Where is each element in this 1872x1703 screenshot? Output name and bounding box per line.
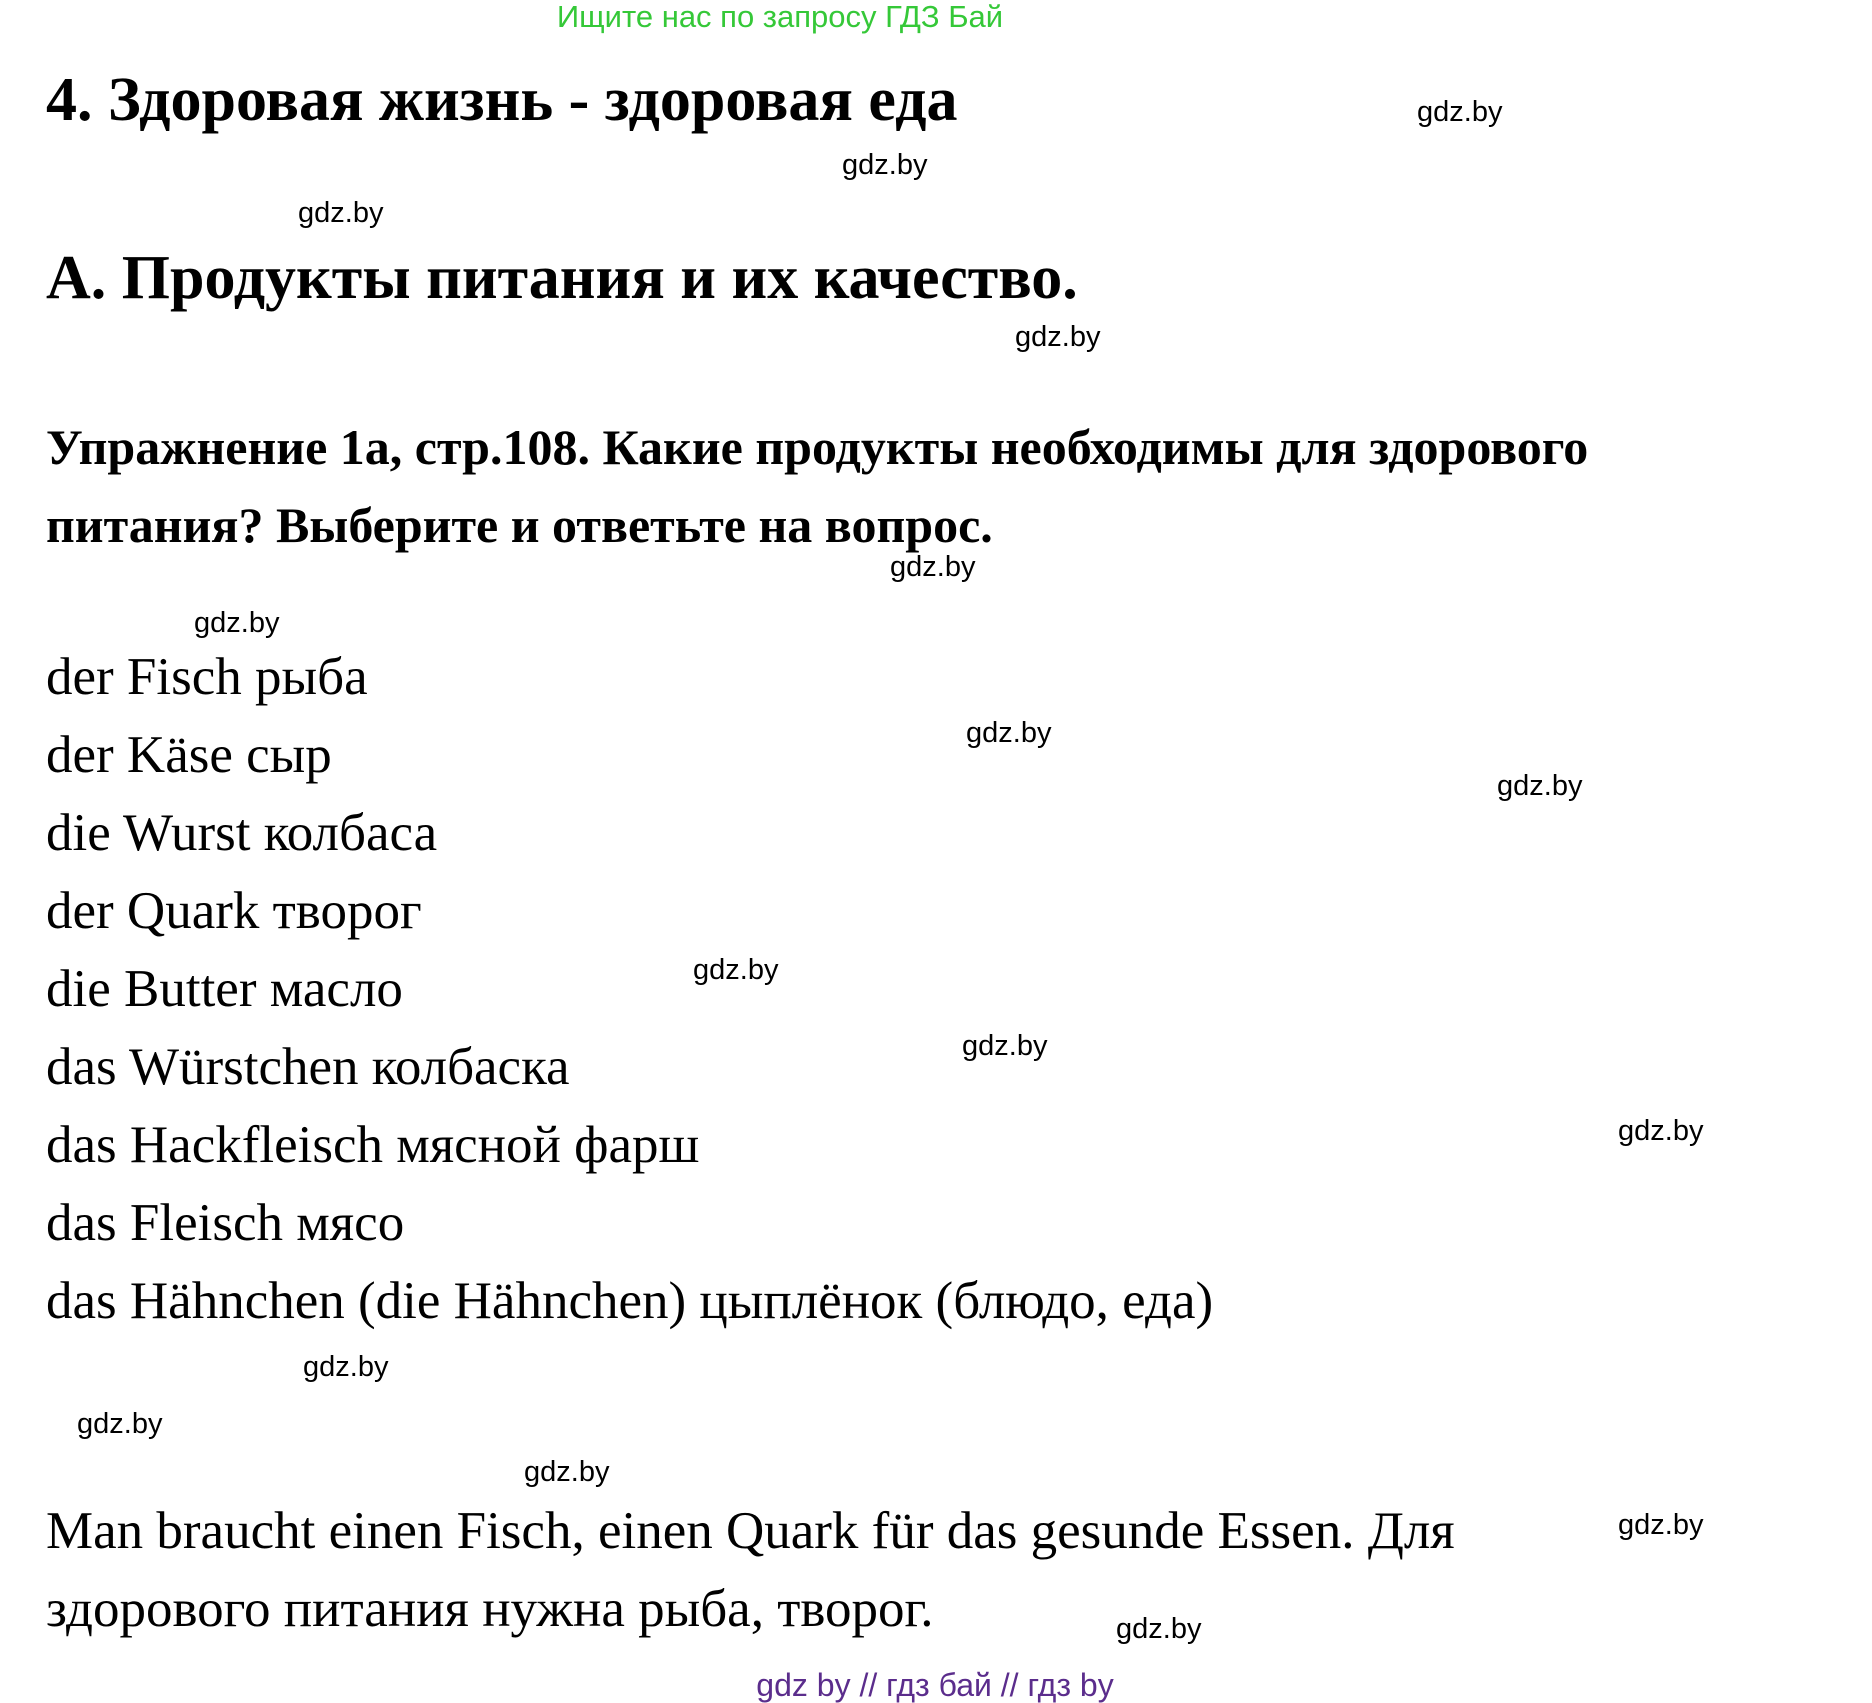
vocabulary-item: das Hackfleisch мясной фарш [46, 1116, 700, 1174]
watermark: gdz.by [693, 954, 779, 986]
watermark: gdz.by [1618, 1115, 1704, 1147]
watermark: gdz.by [1417, 96, 1503, 128]
watermark: gdz.by [298, 197, 384, 229]
watermark: gdz.by [77, 1408, 163, 1440]
vocabulary-item: das Fleisch мясо [46, 1194, 405, 1252]
chapter-title: 4. Здоровая жизнь - здоровая еда [46, 66, 958, 134]
footer-links[interactable]: gdz by // гдз бай // гдз by [756, 1667, 1114, 1703]
vocabulary-item: die Wurst колбаса [46, 804, 438, 862]
watermark: gdz.by [842, 149, 928, 181]
vocabulary-item: das Hähnchen (die Hähnchen) цыплёнок (блюдо, еда) [46, 1272, 1214, 1330]
vocabulary-item: die Butter масло [46, 960, 403, 1018]
vocabulary-item: der Quark творог [46, 882, 422, 940]
vocabulary-item: der Käse сыр [46, 726, 332, 784]
watermark: gdz.by [962, 1030, 1048, 1062]
watermark: gdz.by [890, 551, 976, 583]
promo-banner[interactable]: Ищите нас по запросу ГДЗ Бай [556, 0, 1004, 34]
watermark: gdz.by [1497, 770, 1583, 802]
watermark: gdz.by [303, 1351, 389, 1383]
section-title: А. Продукты питания и их качество. [46, 244, 1078, 312]
exercise-heading: Упражнение 1а, стр.108. Какие продукты необходимы для здорового питания? Выберите и ответьте на вопрос. [46, 419, 1589, 553]
watermark: gdz.by [1116, 1613, 1202, 1645]
vocabulary-item: der Fisch рыба [46, 648, 368, 706]
watermark: gdz.by [1015, 321, 1101, 353]
watermark: gdz.by [1618, 1509, 1704, 1541]
answer-text: Man braucht einen Fisch, einen Quark für das gesunde Essen. Для здорового питания нужна рыба, творог. [46, 1502, 1455, 1638]
watermark: gdz.by [524, 1456, 610, 1488]
watermark: gdz.by [966, 717, 1052, 749]
vocabulary-item: das Würstchen колбаска [46, 1038, 570, 1096]
watermark: gdz.by [194, 607, 280, 639]
